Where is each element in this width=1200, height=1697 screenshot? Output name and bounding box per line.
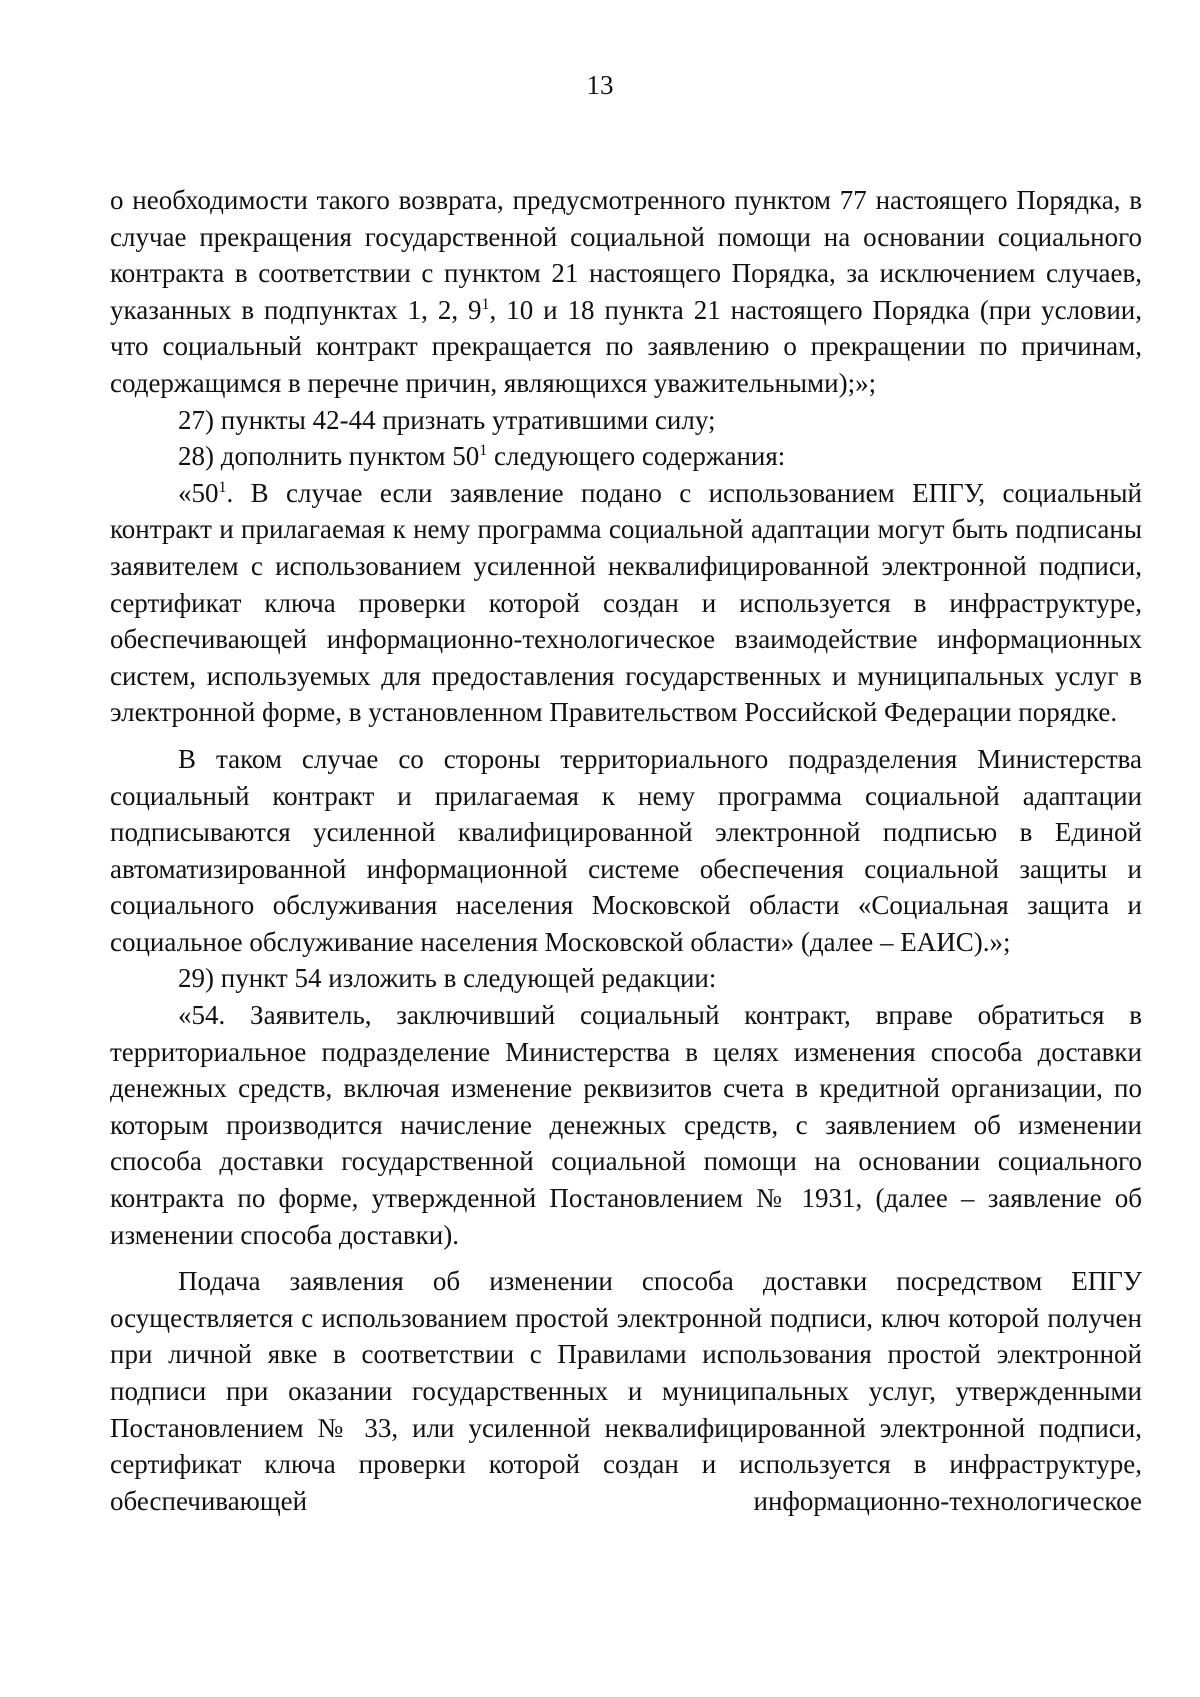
text-run: «50	[178, 477, 219, 508]
paragraph-item-27: 27) пункты 42-44 признать утратившими силу;	[178, 404, 716, 435]
text-run: , 10 и 18 пункта 21 настоящего Порядка (при условии, что социальный контракт прекращается по заявлению о прекращении по причинам, содержащимся в перечне причин, являющихся уважительными);»;	[110, 294, 1143, 398]
paragraph-ministry-signing: В таком случае со стороны территориального подразделения Министерства социальный контракт и прилагаемая к нему программа социальной адаптации подписываются усиленной квалифицированной электронной подписью в Единой автоматизированной информационной системе обеспечения социальной защиты и социального обслуживания населения Московской области «Социальная защита и социальное обслуживание населения Московской области» (далее – ЕАИС).»;	[110, 743, 1142, 957]
paragraph-clause-54: «54. Заявитель, заключивший социальный контракт, вправе обратиться в территориальное подразделение Министерства в целях изменения способа доставки денежных средств, включая изменение реквизитов счета в кредитной организации, по которым производится начисление денежных средств, с заявлением об изменении способа доставки государственной социальной помощи на основании социального контракта по форме, утвержденной Постановлением № 1931, (далее – заявление об изменении способа доставки).	[110, 1000, 1142, 1250]
superscript: 1	[218, 478, 227, 496]
text-run: о необходимости такого возврата, предусмотренного пунктом 77 настоящего Порядка, в случае прекращения государственной социальной помощи на основании социального контракта в соответствии с пунктом 21 настоящего Порядка, за исключением случаев, указанных в подпунктах 1, 2, 9	[110, 185, 1142, 325]
paragraph-item-29: 29) пункт 54 изложить в следующей редакции:	[178, 963, 717, 994]
superscript: 1	[481, 295, 490, 313]
text-run: . В случае если заявление подано с использованием ЕПГУ, социальный контракт и прилагаемая к нему программа социальной адаптации могут быть подписаны заявителем с использованием усиленной неквалифицированной электронной подписи, сертификат ключа проверки которой создан и используется в инфраструктуре, обеспечивающей информационно-технологическое взаимодействие информационных систем, используемых для предоставления государственных и муниципальных услуг в электронной форме, в установленном Правительством Российской Федерации порядке.	[110, 477, 1142, 728]
paragraph-clause-50-1	[110, 475, 1142, 731]
page-number: 13	[586, 70, 614, 100]
text-run: 28) дополнить пунктом 50	[178, 441, 480, 472]
paragraph-epgu-submission: Подача заявления об изменении способа доставки посредством ЕПГУ осуществляется с использованием простой электронной подписи, ключ которой получен при личной явке в соответствии с Правилами использования простой электронной подписи при оказании государственных и муниципальных услуг, утвержденными Постановлением № 33, или усиленной неквалифицированной электронной подписи, сертификат ключа проверки которой создан и используется в инфраструктуре, обеспечивающей информационно-технологическое	[110, 1266, 1142, 1516]
document-body	[110, 182, 1142, 1519]
text-run: следующего содержания:	[487, 441, 786, 472]
paragraph-return-conditions	[110, 182, 1142, 402]
superscript: 1	[479, 442, 488, 460]
paragraph-item-28	[110, 438, 1142, 475]
